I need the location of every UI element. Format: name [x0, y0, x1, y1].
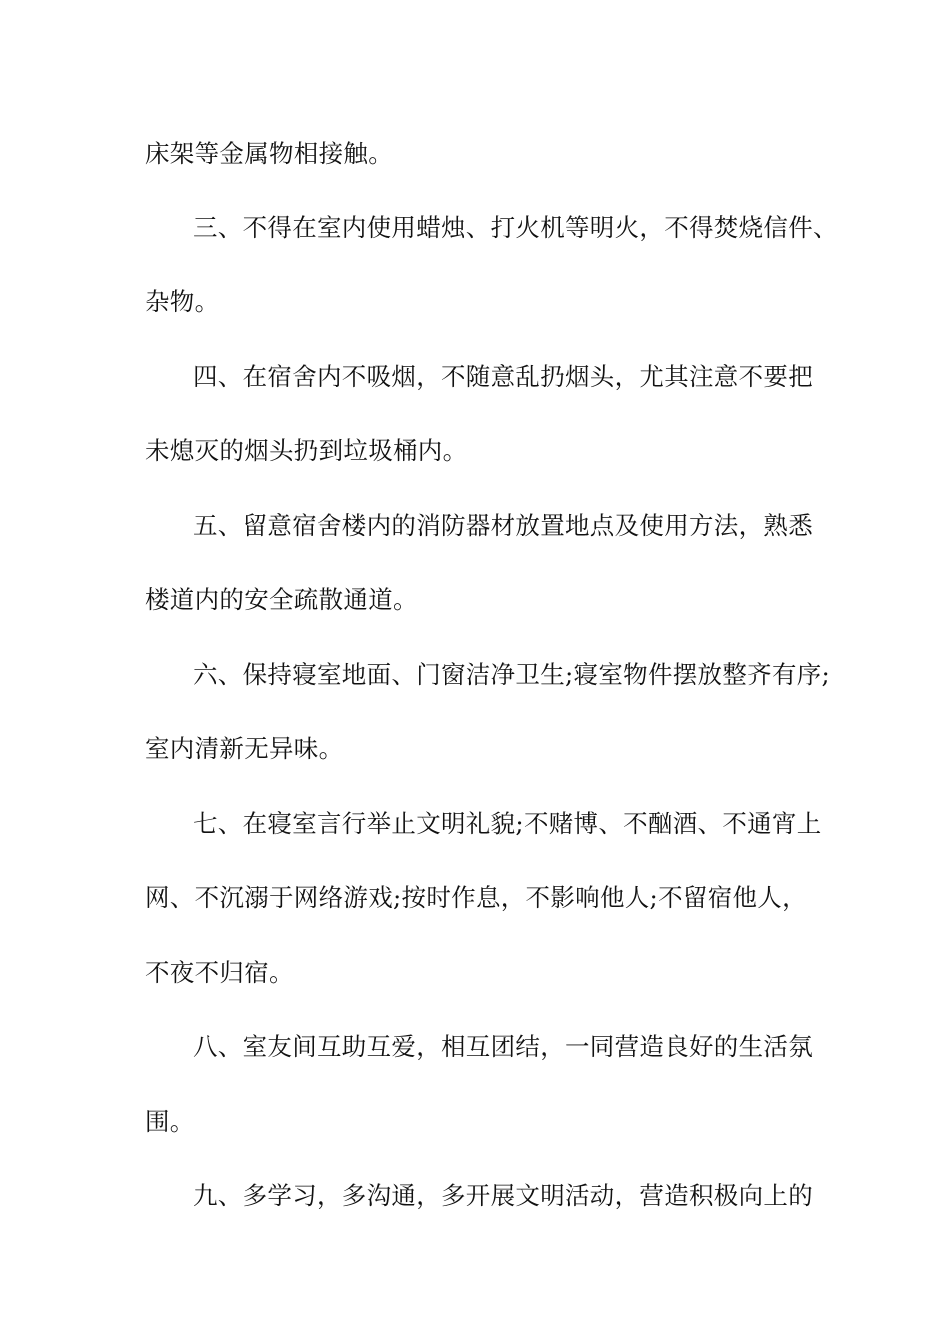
- text-line-5: 未熄灭的烟头扔到垃圾桶内。: [145, 436, 468, 465]
- text-line-12: 不夜不归宿。: [145, 958, 294, 987]
- text-line-9: 室内清新无异味。: [145, 734, 344, 763]
- text-line-6: 五、留意宿舍楼内的消防器材放置地点及使用方法，熟悉: [193, 511, 813, 540]
- text-line-11: 网、不沉溺于网络游戏;按时作息，不影响他人;不留宿他人，: [145, 883, 807, 912]
- text-line-3: 杂物。: [145, 287, 220, 316]
- text-line-4: 四、在宿舍内不吸烟，不随意乱扔烟头，尤其注意不要把: [193, 362, 813, 391]
- text-line-8: 六、保持寝室地面、门窗洁净卫生;寝室物件摆放整齐有序;: [193, 660, 831, 689]
- text-line-7: 楼道内的安全疏散通道。: [145, 585, 418, 614]
- text-line-1: 床架等金属物相接触。: [145, 139, 393, 168]
- text-line-13: 八、室友间互助互爱，相互团结，一同营造良好的生活氛: [193, 1032, 813, 1061]
- text-line-14: 围。: [145, 1107, 195, 1136]
- text-line-2: 三、不得在室内使用蜡烛、打火机等明火，不得焚烧信件、: [193, 213, 838, 242]
- text-line-15: 九、多学习，多沟通，多开展文明活动，营造积极向上的: [193, 1181, 813, 1210]
- text-line-10: 七、在寝室言行举止文明礼貌;不赌博、不酗酒、不通宵上: [193, 809, 822, 838]
